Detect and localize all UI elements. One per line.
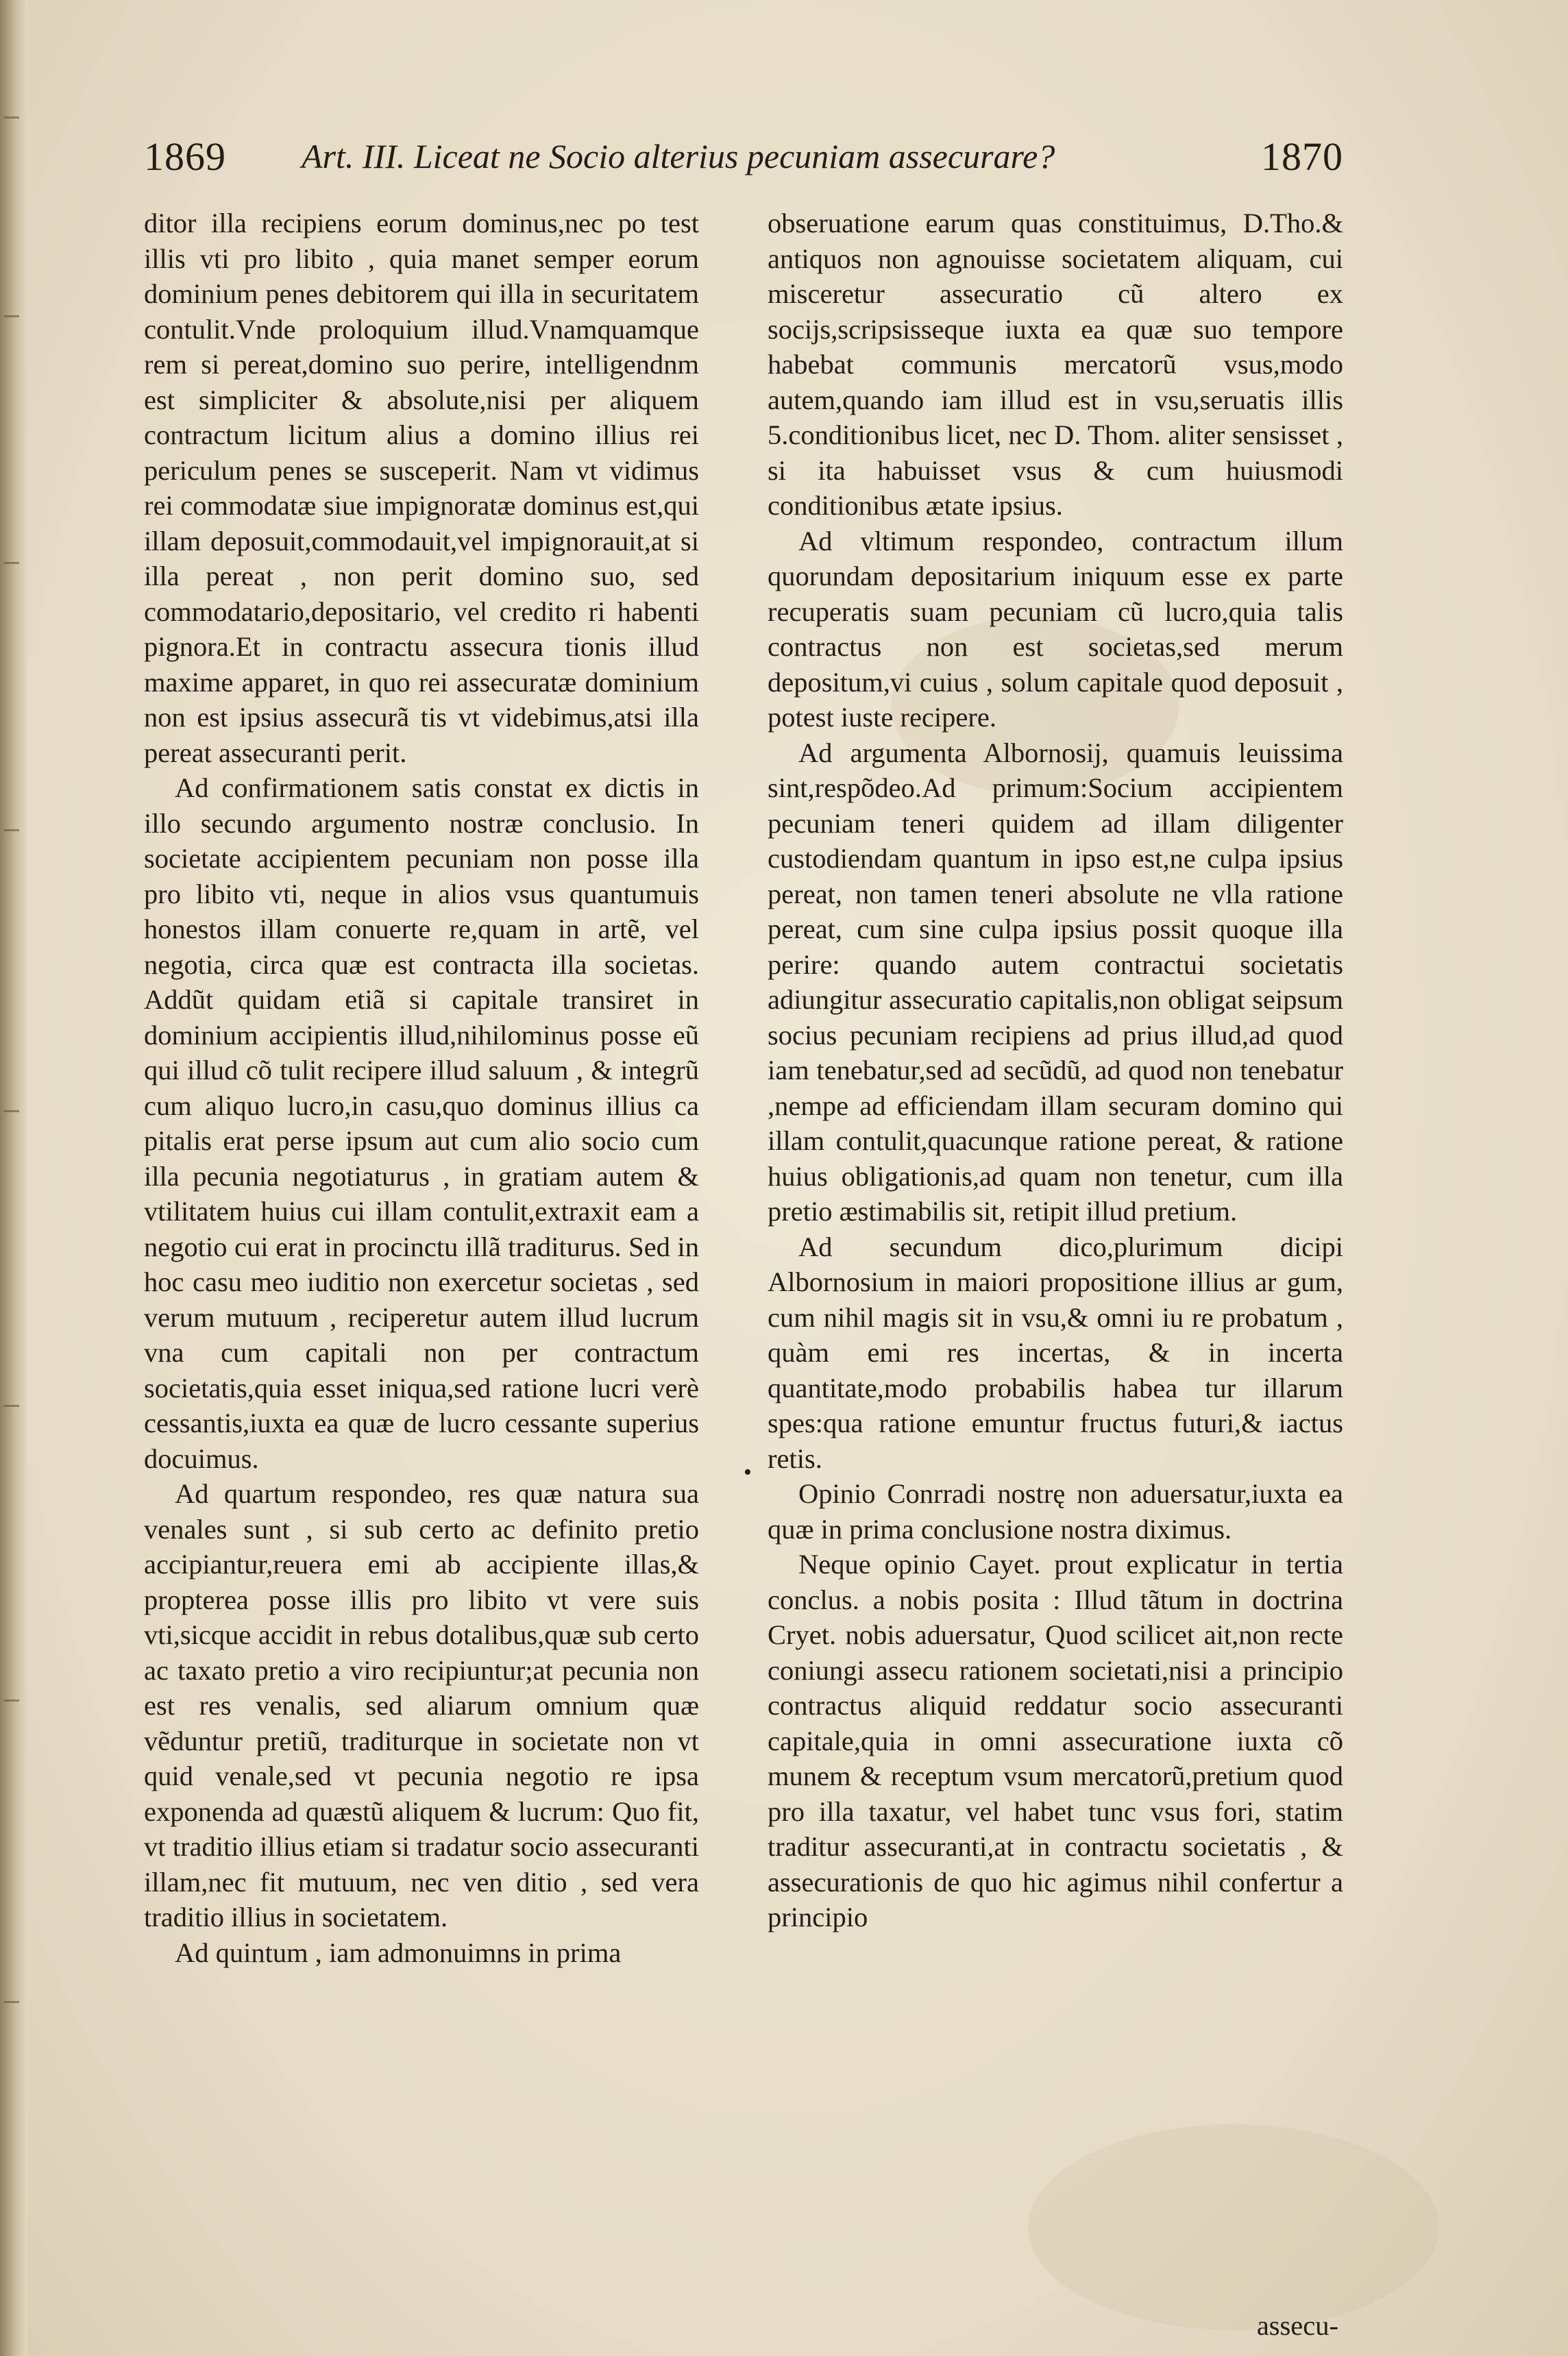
catchword: assecu- xyxy=(1256,2310,1338,2341)
paragraph: Opinio Conrradi nostrę non aduersatur,iuxta ea quæ in prima conclusione nostra diximus. xyxy=(768,1478,1343,1545)
paragraph: Ad quintum , iam admonuimns in prima xyxy=(175,1937,622,1968)
paragraph: ditor illa recipiens eorum dominus,nec po test illis vti pro libito , quia manet semper eorum dominium penes debitorem qui illa in securitatem contulit.Vnde proloquium illud.Vnamquamque rem si pereat,domino suo perire, intelligendnm est simpliciter & absolute,nisi per aliquem contractum licitum alius a domino illius rei periculum penes se susceperit. Nam vt vidimus rei commodatæ siue impignoratæ dominus est,qui illam deposuit,commodauit,vel impignorauit,at si illa pereat , non perit domino suo, sed commodatario,depositario, vel credito ri habenti pignora.Et in contractu assecura tionis illud maxime apparet, in quo rei assecuratæ dominium non est ipsius assecurã tis vt videbimus,atsi illa pereat assecuranti perit. xyxy=(144,208,699,768)
bleed-mark xyxy=(4,1699,19,1702)
paragraph: Ad secundum dico,plurimum dicipi Albornosium in maiori propositione illius ar gum, cum nihil magis sit in vsu,& omni iu re probatum , quàm emi res incertas, & in incerta quantitate,modo probabilis habea tur illarum spes:qua ratione emuntur fructus futuri,& iactus retis. xyxy=(768,1231,1343,1474)
bleed-mark xyxy=(4,829,19,831)
page-number-left: 1869 xyxy=(144,134,226,179)
paragraph: Ad vltimum respondeo, contractum illum quorundam depositarium iniquum esse ex parte recuperatis suam pecuniam cũ lucro,quia talis contractus non est societas,sed merum depositum,vi cuius , solum capitale quod deposuit , potest iuste recipere. xyxy=(768,525,1343,733)
page-number-right: 1870 xyxy=(1261,134,1343,179)
running-title: Art. III. Liceat ne Socio alterius pecuniam assecurare? xyxy=(302,137,1055,175)
bleed-mark xyxy=(4,2001,19,2003)
running-header xyxy=(144,134,1343,188)
paragraph: Ad confirmationem satis constat ex dictis in illo secundo argumento nostræ conclusio. In societate accipientem pecuniam non posse illa pro libito vti, neque in alios vsus quantumuis honestos illam conuerte re,quam in artẽ, vel negotia, circa quæ est contracta illa societas. Addũt quidam etiã si capitale transiret in dominium accipientis illud,nihilominus posse eũ qui illud cõ tulit recipere illud saluum , & integrũ cum aliquo lucro,in casu,quo dominus illius ca pitalis erat perse ipsum aut cum alio socio cum illa pecunia negotiaturus , in gratiam autem & vtilitatem huius cui illam contulit,extraxit eam a negotio cui erat in procinctu illã traditurus. Sed in hoc casu meo iuditio non exercetur societas , sed verum mutuum , reciperetur autem illud lucrum vna cum capitali non per contractum societatis,quia esset iniqua,sed ratione lucri verè cessantis,iuxta ea quæ de lucro cessante superius docuimus. xyxy=(144,772,699,1474)
bleed-mark xyxy=(4,1405,19,1407)
paragraph: obseruatione earum quas constituimus, D.Tho.& antiquos non agnouisse societatem aliquam, cui misceretur assecuratio cũ altero ex socijs,scripsisseque iuxta ea quæ suo tempore habebat communis mercatorũ vsus,modo autem,quando iam illud est in vsu,seruatis illis 5.conditionibus licet, nec D. Thom. aliter sensisset , si ita habuisset vsus & cum huiusmodi conditionibus ætate ipsius. xyxy=(768,208,1343,521)
right-column xyxy=(768,206,1343,1935)
margin-mark: • xyxy=(744,1460,752,1485)
bleed-mark xyxy=(4,562,19,564)
bleed-mark xyxy=(4,315,19,317)
left-column xyxy=(144,206,699,1970)
bleed-mark xyxy=(4,1110,19,1112)
paper-stain xyxy=(1028,2124,1439,2330)
paragraph: Neque opinio Cayet. prout explicatur in tertia conclus. a nobis posita : Illud tãtum in doctrina Cryet. nobis aduersatur, Quod scilicet ait,non recte coniungi assecu rationem societati,nisi a principio contractus aliquid reddatur socio assecuranti capitale,quia in omni assecuratione iuxta cõ munem & receptum vsum mercatorũ,pretium quod pro illa taxatur, vel habet tunc vsus fori, statim traditur assecuranti,at in contractu societatis , & assecurationis de quo hic agimus nihil confertur a principio xyxy=(768,1549,1343,1932)
bleed-mark xyxy=(4,116,19,119)
paragraph: Ad quartum respondeo, res quæ natura sua venales sunt , si sub certo ac definito pretio accipiantur,reuera emi ab accipiente illas,& propterea posse illis pro libito vt vere suis vti,sicque accidit in rebus dotalibus,quæ sub certo ac taxato pretio a viro recipiuntur;at pecunia non est res venalis, sed aliarum omnium quæ vẽduntur pretiũ, traditurque in societate non vt quid venale,sed vt pecunia negotio re ipsa exponenda ad quæstũ aliquem & lucrum: Quo fit, vt traditio illius etiam si tradatur socio assecuranti illam,nec fit mutuum, nec ven ditio , sed vera traditio illius in societatem. xyxy=(144,1478,699,1932)
paragraph: Ad argumenta Albornosij, quamuis leuissima sint,respõdeo.Ad primum:Socium accipientem pecuniam teneri quidem ad illam diligenter custodiendam quantum in ipso est,ne culpa ipsius pereat, non tamen teneri absolute ne vlla ratione pereat, cum sine culpa ipsius possit quoque illa perire: quando autem contractui societatis adiungitur assecuratio capitalis,non obligat seipsum socius pecuniam recipiens ad prius illud,ad quod iam tenebatur,sed ad secũdũ, ad quod non tenebatur ,nempe ad efficiendam illam securam domino qui illam contulit,quacunque ratione pereat, & ratione huius obligationis,ad quam non tenetur, cum illa pretio æstimabilis sit, retipit illud pretium. xyxy=(768,737,1343,1227)
